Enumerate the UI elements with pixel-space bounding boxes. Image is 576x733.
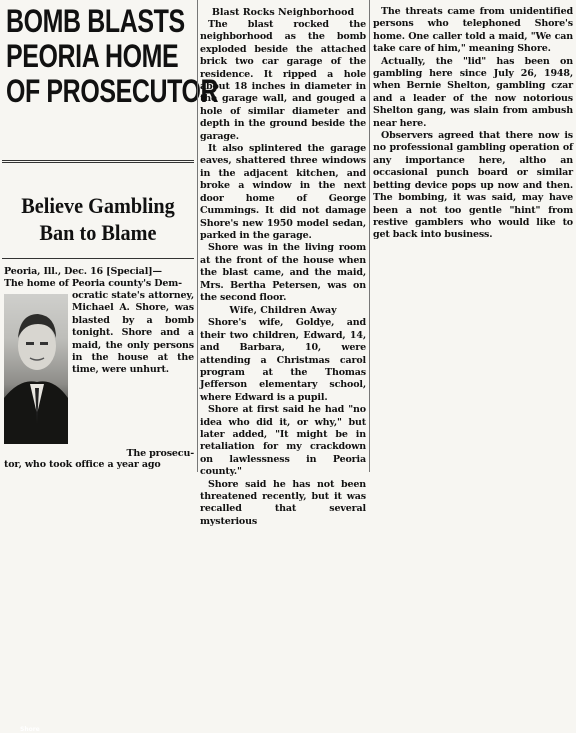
section-subhead: Wife, Children Away bbox=[229, 305, 337, 317]
subheadline bbox=[10, 192, 187, 246]
prosecutor-photo bbox=[4, 294, 68, 733]
divider bbox=[2, 162, 194, 163]
subheadline-line-2: Ban to Blame bbox=[39, 220, 157, 245]
article-line bbox=[4, 278, 192, 290]
article-paragraph: Shore's wife, Goldye, and their two children, Edward, 14, and Barbara, 10, were attending a Christmas carol program at the Thomas Jefferson elementary school, where Edward is a pupil. bbox=[200, 317, 366, 403]
column-2 bbox=[200, 0, 366, 528]
article-paragraph: Shore at first said he had "no idea who did it, or why," but later added, "It might be in retaliation for my crackdown on lawlessness in Peoria county." bbox=[200, 404, 366, 478]
article-text: The prosecu- bbox=[126, 448, 194, 459]
column-rule bbox=[369, 0, 370, 472]
article-text: tor, who took office a year ago bbox=[4, 459, 161, 470]
article-paragraph: The blast rocked the neighborhood as the bomb exploded beside the attached brick two car garage of the residence. It ripped a hole about 18 inches in diameter in the garage wall, and gouged a hole of similar diameter and depth in the ground beside the garage. bbox=[200, 19, 366, 142]
headline-line-1: BOMB BLASTS bbox=[6, 3, 185, 39]
article-paragraph: Shore said he has not been threatened recently, but it was recalled that several mysterious bbox=[200, 478, 366, 527]
column-1 bbox=[0, 0, 219, 109]
column-3 bbox=[373, 0, 573, 242]
dateline-text: Peoria, Ill., Dec. 16 [Special]— bbox=[4, 266, 162, 277]
article-paragraph bbox=[4, 459, 192, 471]
article-paragraph: Shore was in the living room at the front of the house when the blast came, and the maid, Mrs. Bertha Petersen, was on the second floor. bbox=[200, 242, 366, 303]
headline-line-3: OF PROSECUTOR bbox=[6, 73, 219, 109]
divider bbox=[2, 258, 194, 259]
article-text: The home of Peoria county's Dem- bbox=[4, 278, 182, 289]
article-text: ocratic state's attorney, Michael A. Shore, was blasted by a bomb tonight. Shore and a maid, the only persons in the house at the time, were unhurt. bbox=[72, 290, 194, 376]
article-paragraph: Actually, the "lid" has been on gambling here since July 26, 1948, when Bernie Shelton, gambling czar and a leader of the now notorious Shelton gang, was slain from ambush near here. bbox=[373, 55, 573, 129]
article-paragraph: It also splintered the garage eaves, shattered three windows in the adjacent kitchen, and broke a window in the next door home of George Cummings. It did not damage Shore's new 1950 model sedan, parked in the garage. bbox=[200, 143, 366, 241]
photo-caption: Shore bbox=[20, 726, 40, 733]
article-paragraph bbox=[72, 290, 194, 377]
article-paragraph: Observers agreed that there now is no professional gambling operation of any importance here, altho an occasional punch board or similar betting device pops up now and then. The bombing, it was said, may have been a not too gentle "hint" from restive gamblers who would like to get back into business. bbox=[373, 130, 573, 241]
subheadline-line-1: Believe Gambling bbox=[21, 193, 175, 218]
column-rule bbox=[197, 0, 198, 472]
headline-line-2: PEORIA HOME bbox=[6, 38, 179, 74]
dateline-lead bbox=[4, 266, 192, 278]
section-subhead: Blast Rocks Neighborhood bbox=[211, 7, 355, 18]
divider bbox=[2, 160, 194, 161]
main-headline bbox=[6, 3, 219, 109]
portrait-image bbox=[4, 294, 68, 444]
article-paragraph: The threats came from unidentified persons who telephoned Shore's home. One caller told a maid, "We can take care of him," meaning Shore. bbox=[373, 6, 573, 55]
